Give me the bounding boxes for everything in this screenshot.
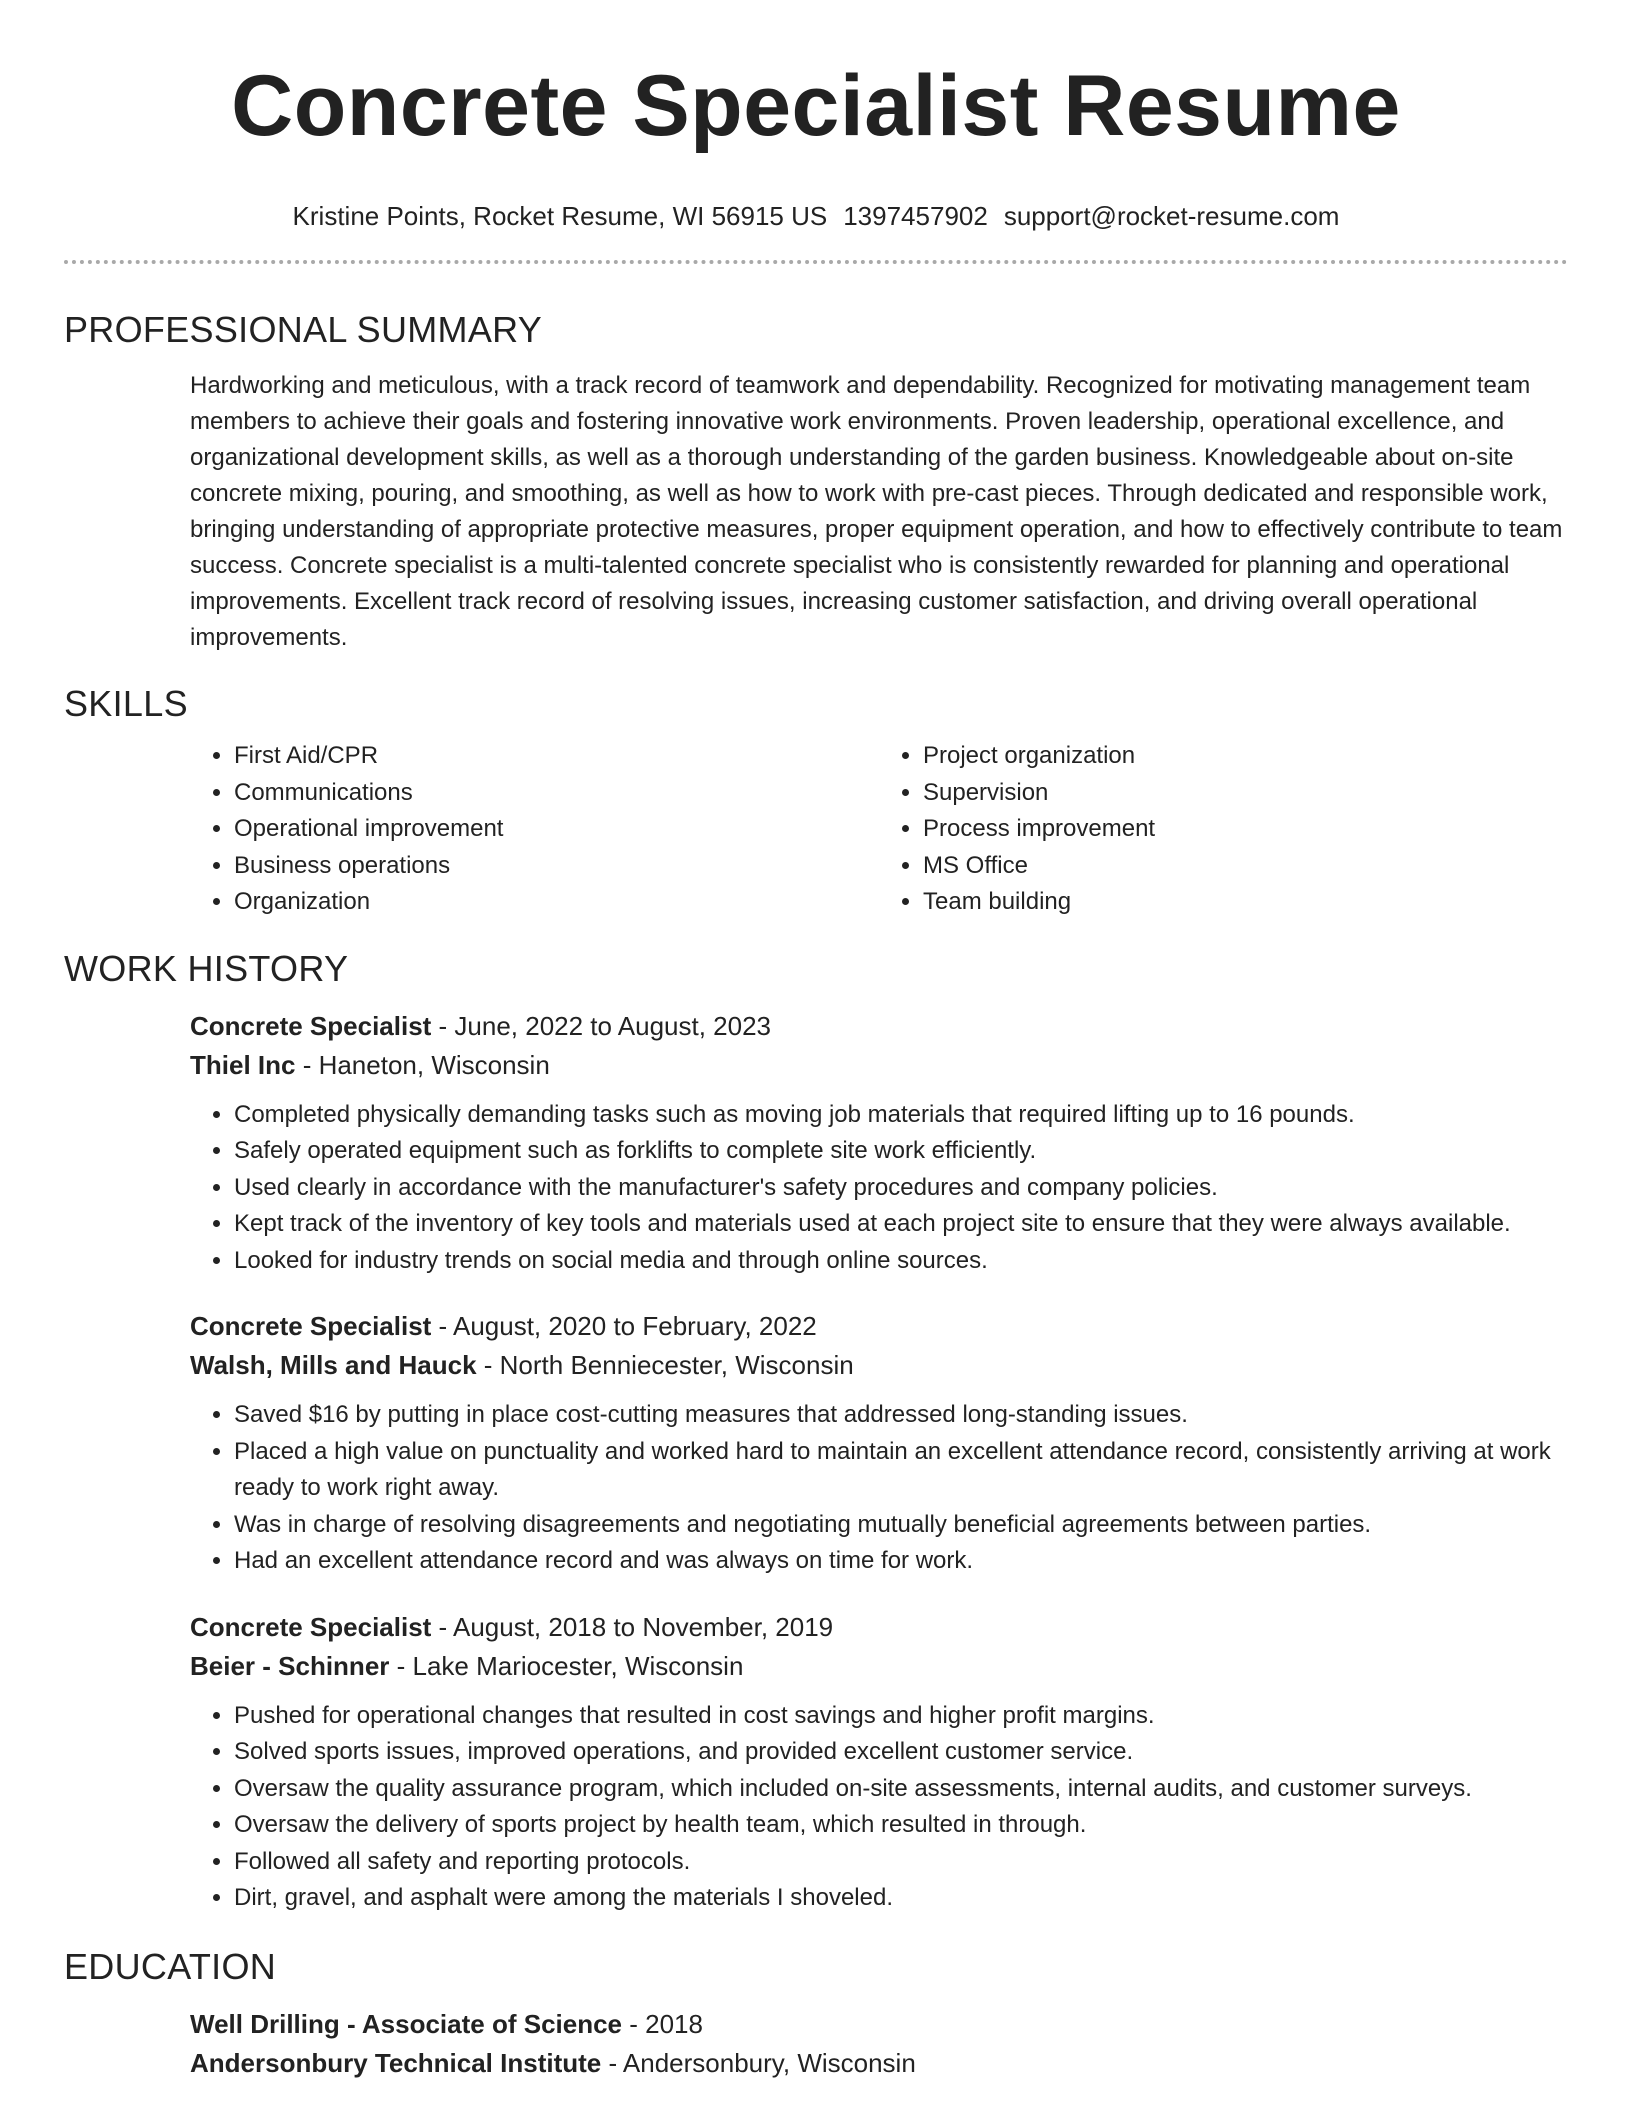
job-bullet: • Oversaw the delivery of sports project by health team, which resulted in through. — [234, 1807, 1568, 1844]
job-title-line — [190, 1307, 1568, 1346]
skill-item: • Business operations — [234, 848, 879, 885]
job-company-line — [190, 1346, 1568, 1385]
skill-item: • Operational improvement — [234, 811, 879, 848]
job-bullet: • Was in charge of resolving disagreements and negotiating mutually beneficial agreements between parties. — [234, 1507, 1568, 1544]
job-bullet: • Oversaw the quality assurance program, which included on-site assessments, internal audits, and customer surveys. — [234, 1771, 1568, 1808]
header-divider — [64, 260, 1568, 264]
job-location: - North Benniecester, Wisconsin — [476, 1350, 854, 1380]
skill-item: • Project organization — [923, 738, 1568, 775]
job-bullet: • Looked for industry trends on social media and through online sources. — [234, 1243, 1568, 1280]
contact-address: Kristine Points, Rocket Resume, WI 56915 US — [292, 201, 828, 231]
job-title: Concrete Specialist — [190, 1611, 432, 1642]
job-company: Thiel Inc — [190, 1049, 296, 1080]
summary-text: Hardworking and meticulous, with a track record of teamwork and dependability. Recognized for motivating management team members to achieve their goals and fostering innovative work environments. Proven leadership, operational excellence, and organizational development skills, as well as a thorough understanding of the garden business. Knowledgeable about on-site concrete mixing, pouring, and smoothing, as well as how to work with pre-cast pieces. Through dedicated and responsible work, bringing understanding of appropriate protective measures, proper equipment operation, and how to effectively contribute to team success. Concrete specialist is a multi-talented concrete specialist who is consistently rewarded for planning and operational improvements. Excellent track record of resolving issues, increasing customer satisfaction, and driving overall operational improvements. — [190, 372, 1563, 651]
skills-column-left — [190, 738, 879, 921]
resume-title: Concrete Specialist Resume — [231, 58, 1401, 154]
skill-item: • Communications — [234, 775, 879, 812]
job-title: Concrete Specialist — [190, 1311, 432, 1341]
education-school: Andersonbury Technical Institute — [190, 2047, 602, 2078]
job-bullets — [190, 1698, 1568, 1917]
job-bullets — [190, 1397, 1568, 1580]
job-bullet: • Safely operated equipment such as forklifts to complete site work efficiently. — [234, 1133, 1568, 1170]
education-entry — [190, 2005, 1568, 2083]
education-degree: Well Drilling - Associate of Science — [190, 2008, 623, 2039]
job-bullet: • Used clearly in accordance with the manufacturer's safety procedures and company policies. — [234, 1170, 1568, 1207]
job-title: Concrete Specialist — [190, 1010, 432, 1041]
job-title-line — [190, 1608, 1568, 1647]
education-heading: EDUCATION — [64, 1945, 277, 1987]
contact-line — [64, 198, 1568, 234]
job-location: - Haneton, Wisconsin — [295, 1049, 550, 1080]
skill-item: • Supervision — [923, 775, 1568, 812]
skills-heading: SKILLS — [64, 683, 188, 724]
job-bullets — [190, 1097, 1568, 1280]
job-bullet: • Pushed for operational changes that resulted in cost savings and higher profit margins. — [234, 1698, 1568, 1735]
skill-item: • Organization — [234, 884, 879, 921]
summary-heading: PROFESSIONAL SUMMARY — [64, 309, 543, 350]
job-company-line — [190, 1046, 1568, 1085]
skill-item: • MS Office — [923, 848, 1568, 885]
job-entry — [190, 1608, 1568, 1917]
job-bullet: • Completed physically demanding tasks such as moving job materials that required lifting up to 16 pounds. — [234, 1097, 1568, 1134]
job-bullet: • Followed all safety and reporting protocols. — [234, 1844, 1568, 1881]
education-school-line — [190, 2044, 1568, 2083]
job-dates: - August, 2018 to November, 2019 — [431, 1611, 834, 1642]
contact-email: support@rocket-resume.com — [1003, 201, 1340, 231]
job-bullet: • Saved $16 by putting in place cost-cutting measures that addressed long-standing issues. — [234, 1397, 1568, 1434]
job-bullet: • Had an excellent attendance record and was always on time for work. — [234, 1543, 1568, 1580]
job-company-line — [190, 1647, 1568, 1686]
job-entry — [190, 1007, 1568, 1280]
job-bullet: • Solved sports issues, improved operations, and provided excellent customer service. — [234, 1734, 1568, 1771]
job-title-line — [190, 1007, 1568, 1046]
job-bullet: • Dirt, gravel, and asphalt were among the materials I shoveled. — [234, 1880, 1568, 1917]
contact-phone: 1397457902 — [843, 201, 988, 231]
skills-column-right — [879, 738, 1568, 921]
skills-list — [190, 738, 1568, 921]
skill-item: • Process improvement — [923, 811, 1568, 848]
job-bullet: • Kept track of the inventory of key tools and materials used at each project site to ensure that they were always available. — [234, 1206, 1568, 1243]
job-bullet: • Placed a high value on punctuality and worked hard to maintain an excellent attendance record, consistently arriving at work ready to work right away. — [234, 1434, 1568, 1507]
job-company: Beier - Schinner — [190, 1650, 390, 1681]
resume-page — [64, 0, 1568, 2083]
education-location: - Andersonbury, Wisconsin — [601, 2047, 916, 2078]
skill-item: • Team building — [923, 884, 1568, 921]
job-dates: - August, 2020 to February, 2022 — [431, 1311, 817, 1341]
skill-item: • First Aid/CPR — [234, 738, 879, 775]
job-entry — [190, 1307, 1568, 1580]
job-dates: - June, 2022 to August, 2023 — [431, 1010, 772, 1041]
work-history-heading: WORK HISTORY — [64, 947, 349, 989]
job-location: - Lake Mariocester, Wisconsin — [389, 1650, 744, 1681]
education-degree-line — [190, 2005, 1568, 2044]
education-year: - 2018 — [622, 2008, 703, 2039]
job-company: Walsh, Mills and Hauck — [190, 1350, 477, 1380]
